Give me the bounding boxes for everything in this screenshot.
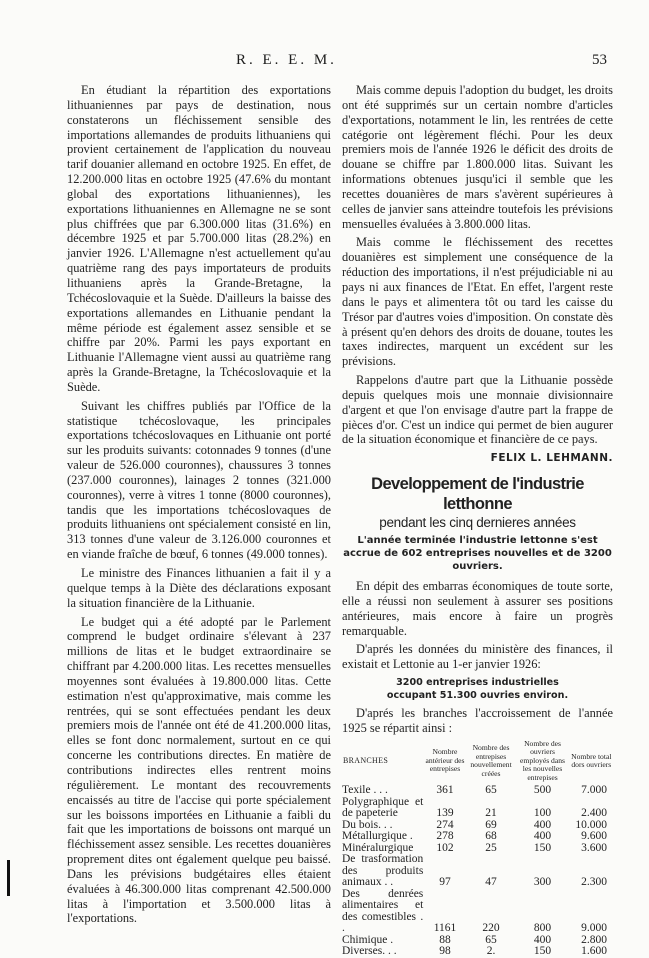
table-cell: 150 xyxy=(533,945,552,958)
table-cell: 2. xyxy=(486,945,496,958)
branch-name: Polygraphique et de papeterie xyxy=(342,795,424,820)
table-cell: 10.000 xyxy=(575,818,607,831)
branch-name: Du bois. . . xyxy=(342,818,393,831)
industry-table xyxy=(342,740,613,958)
table-cell: 1161 xyxy=(433,922,457,935)
table-cell: 2.400 xyxy=(581,807,607,820)
table-cell: 274 xyxy=(436,818,454,831)
table-row xyxy=(342,797,613,820)
branch-name: De trasformation des produits animaux . . xyxy=(342,853,424,889)
table-cell: 361 xyxy=(436,784,454,797)
page-number: 53 xyxy=(592,52,607,68)
branch-name: Minéralurgique xyxy=(342,841,414,854)
right-column xyxy=(342,83,613,958)
table-cell: 9.000 xyxy=(581,922,607,935)
table-cell: 800 xyxy=(533,922,552,935)
branch-name: Texile . . . xyxy=(342,784,388,797)
table-cell: 68 xyxy=(485,830,497,843)
author-signature: FELIX L. LEHMANN. xyxy=(490,452,613,465)
table-cell: 25 xyxy=(485,841,497,854)
branch-name: Diverses. . . xyxy=(342,945,397,958)
table-cell: 21 xyxy=(485,807,497,820)
article-lead: L'année terminée l'industrie lettonne s'est accrue de 602 entreprises nouvelles et de 3200 ouvriers. xyxy=(343,535,612,573)
column-header: Nombre des entrepises nouvellement créées xyxy=(470,743,512,778)
column-header: BRANCHES xyxy=(343,755,389,765)
table-cell: 500 xyxy=(533,784,552,797)
table-cell: 88 xyxy=(439,933,451,946)
table-row xyxy=(342,854,613,889)
table-cell: 400 xyxy=(533,830,552,843)
paragraph: Rappelons d'autre part que la Lithuanie possède depuis quelques mois une monnaie divisionnaire d'argent et que l'on envisage d'autre part la frappe de pièces d'or. C'est un indice qui permet de bien augurer de la situation économique et financière de ce pays. xyxy=(342,373,613,447)
paragraph: Le ministre des Finances lithuanien a fait il y a quelque temps à la Diète des déclarations exposant la situation financière de la Lithuanie. xyxy=(67,566,331,610)
table-cell: 400 xyxy=(533,933,552,946)
table-row xyxy=(342,946,613,958)
column-header: Nombre antérieur des entrepises xyxy=(425,747,465,774)
table-cell: 2.300 xyxy=(581,876,607,889)
article-subtitle: pendant les cinq dernieres années xyxy=(379,515,576,531)
table-cell: 69 xyxy=(485,818,497,831)
table-cell: 47 xyxy=(485,876,497,889)
table-cell: 1.600 xyxy=(581,945,607,958)
column-header: Nombre total dors ouvriers xyxy=(571,751,612,770)
paragraph: Le budget qui a été adopté par le Parlement comprend le budget ordinaire s'élevant à 237 millions de litas et le budget extraordinaire se chiffrant par 4.200.000 litas. Les recettes mensuelles moyennes sont évaluées à 19.800.000 litas. Cette estimation n'est qu'approximative, mais comme les rentrées, qui se sont effectuées pendant les deux premiers mois de l'année ont été de 41.200.000 litas, elles se font donc normalement, surtout en ce qui concerne les contributions directes. En matière de contributions indirectes elles rentrent moins régulièrement. Le montant des recouvrements encaissés au titre de l'accise qui porte spécialement sur les boissons importées en Lithuanie a faibli du fait que les importations de boissons ont marqué un fléchissement assez sensible. Les recettes douanières proprement dites ont également quelque peu baissé. Dans les prévisions budgétaires elles étaient évaluées à 46.300.000 litas comprenant 42.500.000 litas à l'importation et 3.500.000 litas à l'exportations. xyxy=(67,614,331,926)
table-cell: 220 xyxy=(482,922,500,935)
table-cell: 150 xyxy=(533,841,552,854)
table-cell: 65 xyxy=(485,933,497,946)
table-cell: 98 xyxy=(439,945,451,958)
column-header: Nombre des ouvriers employés dans les nouvelles entrepises xyxy=(520,738,565,782)
branch-name: Chimique . xyxy=(342,933,394,946)
table-cell: 400 xyxy=(533,818,552,831)
paragraph: Suivant les chiffres publiés par l'Office de la statistique tchécoslovaque, les principales exportations tchécoslovaques en Lithuanie ont porté sur les produits suivants: cotonnades 9 tonnes (d'une valeur de 526.000 couronnes), chaussures 3 tonnes (237.000 couronnes), lainages 2 tonnes (321.000 couronnes), verre à vitres 1 tonne (8000 couronnes), tandis que les importations tchécoslovaques de produits lithuaniens ont spécialement consisté en lin, 313 tonnes d'une valeur de 3.126.000 couronnes et en viande fraîche de bœuf, 6 tonnes (49.000 tonnes). xyxy=(67,398,331,562)
branch-name: Des denrées alimentaires et des comestibles . . xyxy=(342,887,424,935)
paragraph: D'aprés les données du ministère des finances, il existait et Lettonie au 1-er janvier 1926: xyxy=(342,642,613,672)
table-cell: 100 xyxy=(533,807,552,820)
left-column xyxy=(67,83,331,930)
table-row xyxy=(342,935,613,947)
highlight-line: 3200 entreprises industrielles xyxy=(396,677,559,689)
paragraph: Mais comme depuis l'adoption du budget, les droits ont été supprimés sur un certain nombre d'articles d'exportations, notamment le lin, les rentrées de cette catégorie ont légèrement fléchi. Pour les deux premiers mois de l'année 1926 le déficit des droits de douane se chiffre par 1.800.000 litas. Suivant les informations obtenues jusqu'ici il semble que les recettes douanières de mars s'avèrent supérieures à celles de janvier sans atteindre toutefois les prévisions mensuelles évaluées à 3.800.000 litas. xyxy=(342,83,613,231)
table-row xyxy=(342,889,613,935)
table-cell: 97 xyxy=(439,876,451,889)
paragraph: En étudiant la répartition des exportations lithuaniennes par pays de destination, nous constaterons un fléchissement sensible des importations allemandes de produits lithuaniens qui provient certainement de l'application du nouveau tarif douanier allemand en octobre 1925. En effet, de 12.200.000 litas en octobre 1925 (47.6% du montant global des exportations lithuaniennes), les exportations lithuaniennes en Allemagne ne se sont plus chiffrées que par 6.300.000 litas (31.6%) en décembre 1925 et par 5.700.000 litas (28.2%) en janvier 1926. L'Allemagne n'est actuellement qu'au quatrième rang des pays importateurs de produits lithuaniens après la Grande-Bretagne, la Tchécoslovaquie et la Suède. D'ailleurs la baisse des exportations allemandes en Lithuanie pendant la même période est également assez sensible et se chiffre par 20%. Parmi les pays exportant en Lithuanie l'Allemagne vient aussi au quatrième rang après la Grande-Bretagne, la Tchécoslovaquie et la Suède. xyxy=(67,83,331,394)
article-title: Developpement de l'industrie letthonne xyxy=(371,475,584,514)
highlight-line: occupant 51.300 ouvries environ. xyxy=(386,690,569,702)
journal-title: R. E. E. M. xyxy=(236,52,337,68)
table-cell: 102 xyxy=(436,841,454,854)
paragraph: En dépit des embarras économiques de toute sorte, elle a réussi non seulement à assurer ses positions antérieures, mais encore à faire un progrès remarquable. xyxy=(342,579,613,638)
table-cell: 300 xyxy=(533,876,552,889)
table-cell: 139 xyxy=(436,807,454,820)
scan-margin-mark xyxy=(7,860,10,896)
paragraph: D'aprés les branches l'accroissement de l'année 1925 se répartit ainsi : xyxy=(342,706,613,735)
paragraph: Mais comme le fléchissement des recettes douanières est simplement une conséquence de la réduction des importations, il n'est préjudiciable ni au pays ni aux finances de l'Etat. En effet, l'argent reste dans le pays et alimentera tôt ou tard les caisse du Trésor par d'autres voies d'imposition. On constate dès à présent qu'en dehors des droits de douane, toutes les taxes indirectes, marquent un excédent sur les prévisions. xyxy=(342,235,613,369)
table-cell: 278 xyxy=(436,830,454,843)
table-cell: 65 xyxy=(485,784,497,797)
table-cell: 3.600 xyxy=(581,841,607,854)
table-cell: 7.000 xyxy=(581,784,607,797)
branch-name: Métallurgique . xyxy=(342,830,413,843)
table-cell: 9.600 xyxy=(581,830,607,843)
highlight-statement xyxy=(342,676,613,702)
table-cell: 2.800 xyxy=(581,933,607,946)
